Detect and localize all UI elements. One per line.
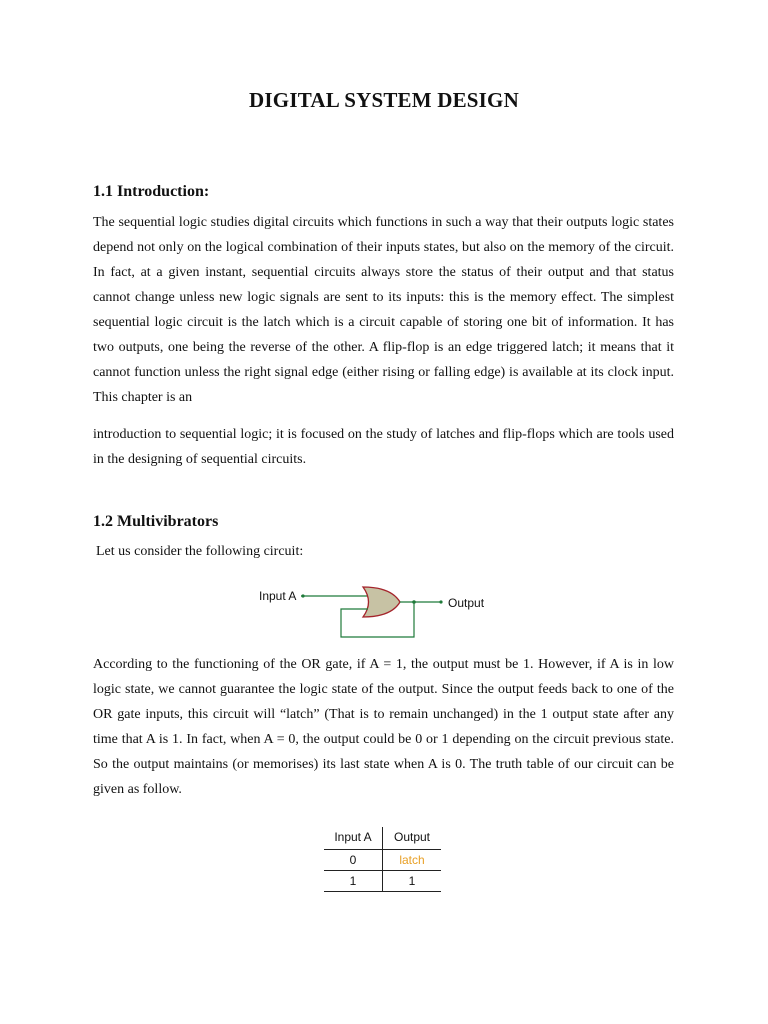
or-gate-latch-circuit [255, 577, 500, 647]
introduction-paragraph-1: The sequential logic studies digital circuits which functions in such a way that their outputs logic states depend not only on the logical combination of their inputs states, but also on the memory of the circuit. In fact, at a given instant, sequential circuits always store the status of their output and that status cannot change unless new logic signals are sent to its inputs: this is the memory effect. The simplest sequential logic circuit is the latch which is a circuit capable of storing one bit of information. It has two outputs, one being the reverse of the other. A flip-flop is an edge triggered latch; it means that it cannot function unless the right signal edge (either rising or falling edge) is available at its clock input. This chapter is an [93, 215, 674, 405]
input-a-node [301, 594, 304, 597]
input-a-cell: 1 [324, 871, 383, 892]
section-heading-multivibrators: 1.2 Multivibrators [93, 513, 219, 530]
table-row [324, 871, 441, 892]
circuit-input-label: Input A [259, 589, 297, 603]
output-cell: 1 [408, 874, 416, 888]
output-cell-latch: latch [399, 853, 425, 867]
circuit-output-label: Output [448, 596, 485, 610]
section-heading-introduction: 1.1 Introduction: [93, 183, 210, 200]
multivibrators-paragraph: According to the functioning of the OR gate, if A = 1, the output must be 1. However, if A is in low logic state, we cannot guarantee the logic state of the output. Since the output feeds back to one of the OR gate inputs, this circuit will “latch” (That is to remain unchanged) in the 1 output state after any time that A is 1. In fact, when A = 0, the output could be 0 or 1 depending on the circuit previous state. So the output maintains (or memorises) its last state when A is 0. The truth table of our circuit can be given as follow. [93, 657, 674, 797]
table-row [324, 850, 441, 871]
truth-table-header-row [324, 827, 441, 850]
input-a-cell: 0 [324, 850, 383, 871]
circuit-intro-text: Let us consider the following circuit: [96, 544, 304, 559]
introduction-paragraph-2: introduction to sequential logic; it is focused on the study of latches and flip-flops which are tools used in the designing of sequential circuits. [93, 427, 674, 467]
header-input-a: Input A [324, 827, 383, 850]
header-output: Output [393, 830, 431, 844]
page-title: DIGITAL SYSTEM DESIGN [249, 88, 519, 112]
output-node [439, 600, 442, 603]
or-gate-symbol [363, 587, 400, 617]
truth-table [324, 827, 441, 892]
